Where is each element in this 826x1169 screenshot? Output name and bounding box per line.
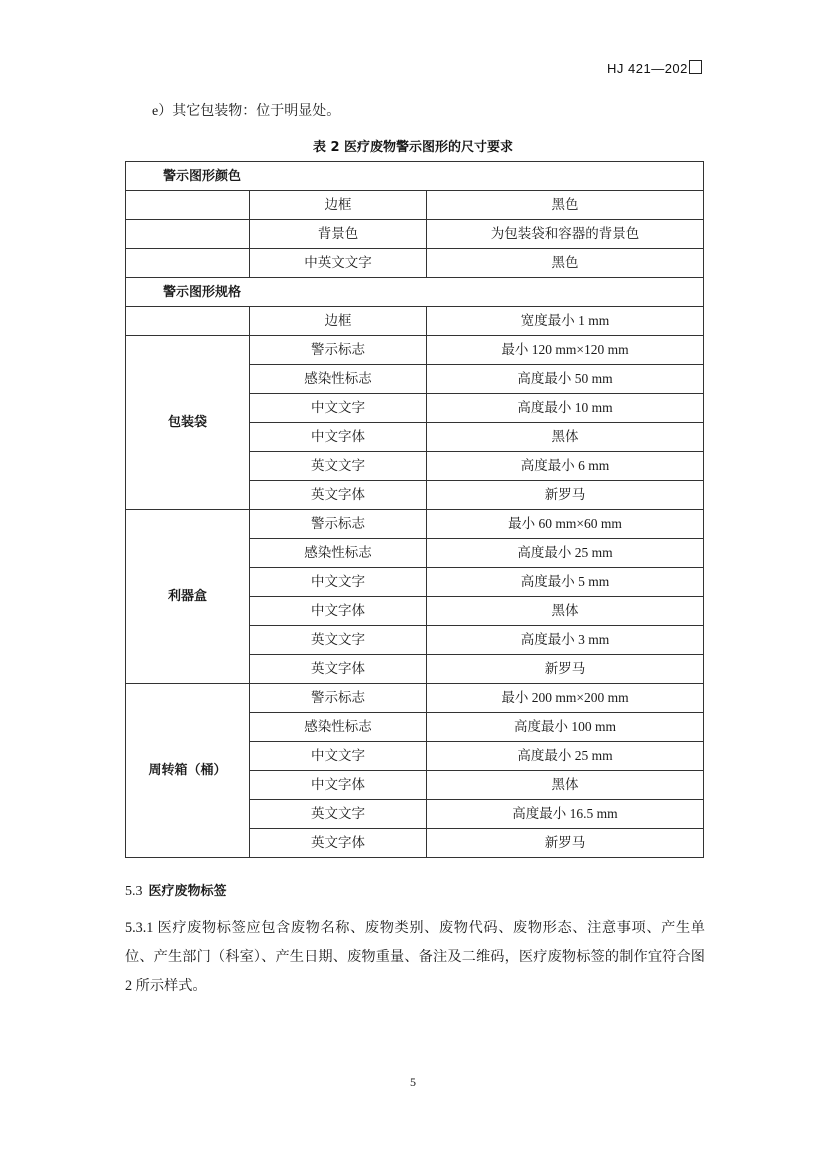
value-cell: 为包装袋和容器的背景色 — [427, 220, 704, 249]
item-cell: 感染性标志 — [250, 539, 427, 568]
table-row — [126, 510, 704, 539]
value-cell: 新罗马 — [427, 829, 704, 858]
value-cell: 黑体 — [427, 423, 704, 452]
item-cell: 警示标志 — [250, 336, 427, 365]
value-cell: 黑体 — [427, 597, 704, 626]
section-title: 警示图形颜色 — [126, 162, 704, 191]
value-cell: 高度最小 6 mm — [427, 452, 704, 481]
section-title: 警示图形规格 — [126, 278, 704, 307]
item-cell: 中文字体 — [250, 771, 427, 800]
table-row — [126, 191, 704, 220]
clause-number: 5.3.1 — [125, 920, 154, 936]
page-number: 5 — [410, 1075, 416, 1089]
value-cell: 高度最小 100 mm — [427, 713, 704, 742]
item-cell: 警示标志 — [250, 510, 427, 539]
paragraph-e: e）其它包装物：位于明显处。 — [152, 104, 341, 119]
group-label: 利器盒 — [126, 510, 250, 684]
item-cell: 感染性标志 — [250, 365, 427, 394]
value-cell: 最小 200 mm×200 mm — [427, 684, 704, 713]
clause-text: 医疗废物标签应包含废物名称、废物类别、废物代码、废物形态、注意事项、产生单位、产生部门（科室）、产生日期、废物重量、备注及二维码，医疗废物标签的制作宜符合图 2 所示样式。 — [125, 920, 705, 994]
item-cell: 英文字体 — [250, 481, 427, 510]
table-row — [126, 249, 704, 278]
item-cell: 英文字体 — [250, 655, 427, 684]
value-cell: 最小 120 mm×120 mm — [427, 336, 704, 365]
item-cell: 背景色 — [250, 220, 427, 249]
standard-code-header — [607, 60, 702, 76]
item-cell: 英文文字 — [250, 452, 427, 481]
item-cell: 英文文字 — [250, 626, 427, 655]
placeholder-box-icon — [689, 60, 702, 74]
spec-table — [125, 161, 704, 858]
value-cell: 黑色 — [427, 191, 704, 220]
item-cell: 警示标志 — [250, 684, 427, 713]
item-cell: 中英文文字 — [250, 249, 427, 278]
item-cell: 中文文字 — [250, 742, 427, 771]
section-heading-5-3 — [125, 880, 227, 900]
item-cell: 中文文字 — [250, 568, 427, 597]
section-title: 医疗废物标签 — [148, 884, 227, 899]
standard-code: HJ 421—202 — [607, 61, 688, 76]
item-cell: 边框 — [250, 307, 427, 336]
value-cell: 高度最小 10 mm — [427, 394, 704, 423]
value-cell: 高度最小 3 mm — [427, 626, 704, 655]
table-row — [126, 684, 704, 713]
group-label: 包装袋 — [126, 336, 250, 510]
table-row — [126, 307, 704, 336]
item-cell: 中文字体 — [250, 423, 427, 452]
value-cell: 高度最小 50 mm — [427, 365, 704, 394]
table-row — [126, 220, 704, 249]
table-caption: 表 2 医疗废物警示图形的尺寸要求 — [312, 140, 514, 155]
section-row — [126, 162, 704, 191]
item-cell: 中文字体 — [250, 597, 427, 626]
value-cell: 高度最小 25 mm — [427, 539, 704, 568]
value-cell: 新罗马 — [427, 655, 704, 684]
paragraph-5-3-1 — [125, 914, 705, 1001]
value-cell: 最小 60 mm×60 mm — [427, 510, 704, 539]
item-cell: 英文字体 — [250, 829, 427, 858]
item-cell: 中文文字 — [250, 394, 427, 423]
value-cell: 高度最小 16.5 mm — [427, 800, 704, 829]
section-number: 5.3 — [125, 884, 143, 899]
item-cell: 边框 — [250, 191, 427, 220]
item-cell: 感染性标志 — [250, 713, 427, 742]
value-cell: 黑色 — [427, 249, 704, 278]
value-cell: 高度最小 5 mm — [427, 568, 704, 597]
section-row — [126, 278, 704, 307]
table-row — [126, 336, 704, 365]
value-cell: 高度最小 25 mm — [427, 742, 704, 771]
group-label: 周转箱（桶） — [126, 684, 250, 858]
value-cell: 新罗马 — [427, 481, 704, 510]
value-cell: 宽度最小 1 mm — [427, 307, 704, 336]
item-cell: 英文文字 — [250, 800, 427, 829]
value-cell: 黑体 — [427, 771, 704, 800]
